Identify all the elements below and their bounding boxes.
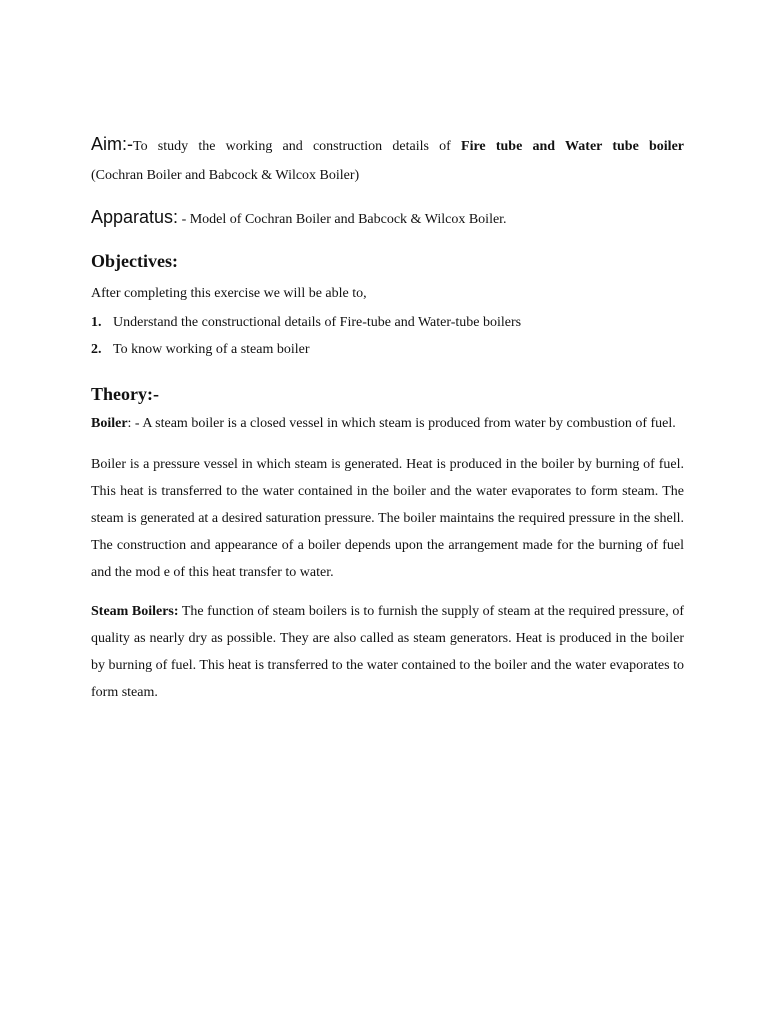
list-item <box>91 336 684 363</box>
list-item-text: Understand the constructional details of Fire-tube and Water-tube boilers <box>113 315 522 330</box>
list-item-number: 1. <box>91 315 102 330</box>
apparatus-label: Apparatus: <box>91 207 179 227</box>
boiler-paragraph: Boiler is a pressure vessel in which steam is generated. Heat is produced in the boiler by burning of fuel. This heat is transferred to the water contained in the boiler and the water evaporates to form steam. The steam is generated at a desired saturation pressure. The boiler maintains the required pressure in the shell. The construction and appearance of a boiler depends upon the arrangement made for the burning of fuel and the mod e of this heat transfer to water. <box>91 457 684 580</box>
steam-boilers-text: The function of steam boilers is to furnish the supply of steam at the required pressure, of quality as nearly dry as possible. They are also called as steam generators. Heat is produced in the boiler by burning of fuel. This heat is transferred to the water contained to the boiler and the water evaporates to form steam. <box>91 604 684 700</box>
objectives-heading: Objectives: <box>91 251 178 271</box>
document-page <box>91 132 684 706</box>
aim-bold-text: Fire tube and Water tube boiler <box>461 139 684 154</box>
steam-boilers-paragraph <box>91 598 684 706</box>
boiler-label: Boiler <box>91 416 128 431</box>
objectives-intro: After completing this exercise we will be able to, <box>91 286 367 301</box>
list-item-text: To know working of a steam boiler <box>113 342 310 357</box>
theory-heading: Theory:- <box>91 384 159 404</box>
boiler-definition <box>91 410 684 437</box>
aim-subtitle: (Cochran Boiler and Babcock & Wilcox Boiler) <box>91 168 360 183</box>
apparatus-text: - Model of Cochran Boiler and Babcock & Wilcox Boiler. <box>178 212 507 227</box>
steam-boilers-label: Steam Boilers: <box>91 604 179 619</box>
aim-text: To study the working and construction details of <box>133 139 462 154</box>
list-item <box>91 309 684 336</box>
objectives-list <box>91 309 684 363</box>
boiler-text: : - A steam boiler is a closed vessel in which steam is produced from water by combustion of fuel. <box>127 416 676 431</box>
list-item-number: 2. <box>91 342 102 357</box>
aim-label: Aim:- <box>91 134 133 154</box>
aim-line <box>91 132 684 159</box>
apparatus-line <box>91 205 684 232</box>
